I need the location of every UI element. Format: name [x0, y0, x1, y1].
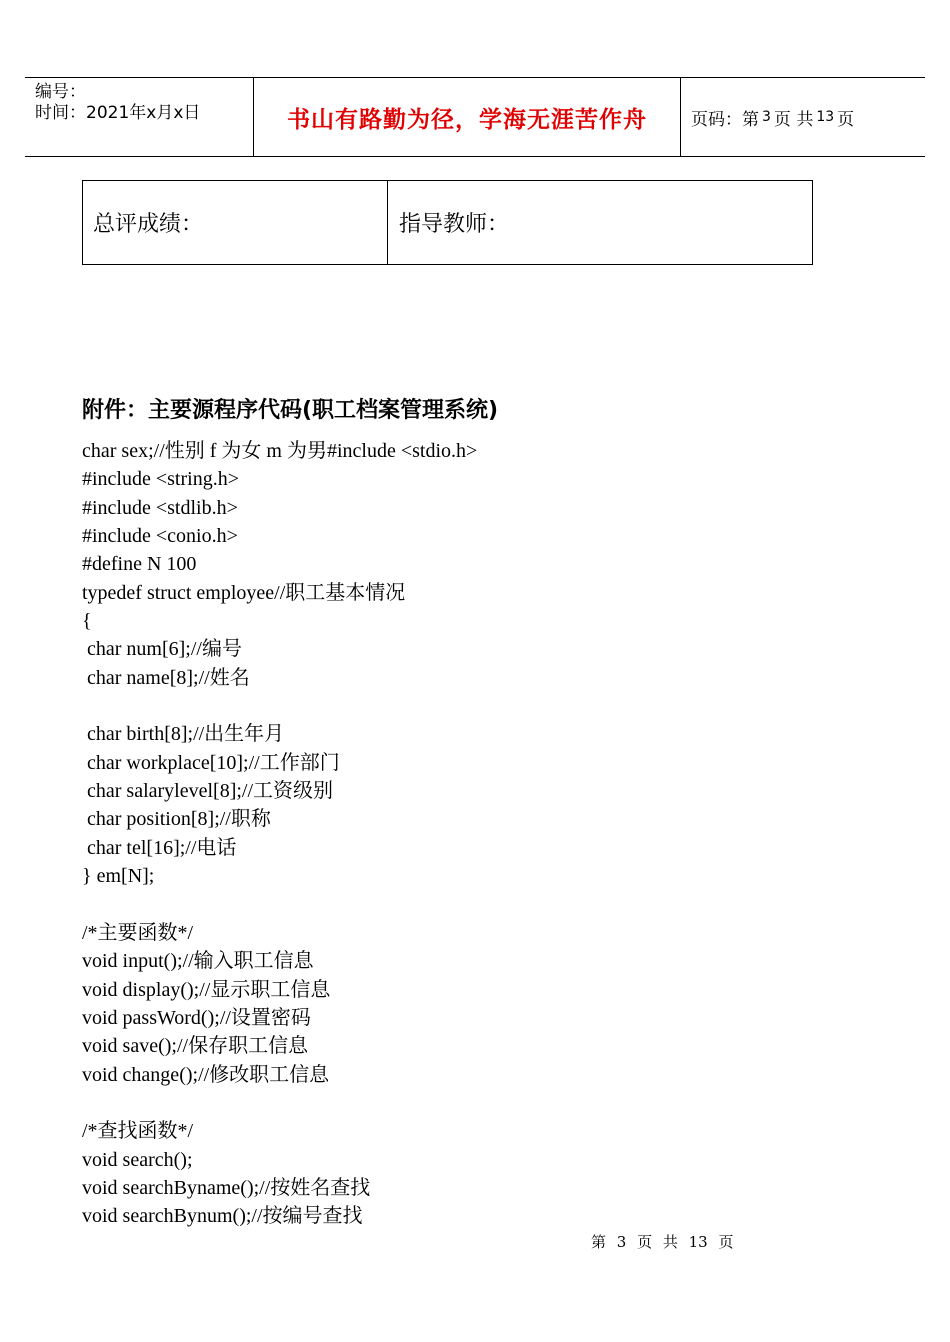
code-line: void passWord();//设置密码 [82, 1006, 311, 1029]
code-line: typedef struct employee//职工基本情况 [82, 581, 406, 604]
code-line: char num[6];//编号 [82, 638, 242, 661]
code-line: #include <string.h> [82, 468, 239, 491]
page-current: 3 [762, 109, 771, 125]
code-line [82, 1089, 842, 1117]
code-line: } em[N]; [82, 865, 155, 888]
code-line: char sex;//性别 f 为女 m 为男#include <stdio.h> [82, 440, 478, 462]
source-code-block [82, 437, 842, 1231]
code-line: void search(); [82, 1148, 193, 1171]
advisor-cell: 指导教师： [399, 212, 510, 237]
code-line: #define N 100 [82, 553, 197, 576]
code-line: char position[8];//职称 [82, 808, 271, 831]
code-line: { [82, 610, 92, 633]
page-mid: 页 共 [773, 109, 814, 130]
code-line: #include <conio.h> [82, 525, 238, 548]
header-motto: 书山有路勤为径，学海无涯苦作舟 [254, 78, 681, 156]
attachment-title: 附件：主要源程序代码(职工档案管理系统) [82, 398, 499, 423]
header-page-number [681, 78, 925, 156]
code-line: void searchByname();//按姓名查找 [82, 1176, 371, 1199]
code-line: char salarylevel[8];//工资级别 [82, 780, 334, 803]
code-line [82, 891, 842, 919]
code-line: void save();//保存职工信息 [82, 1035, 309, 1058]
number-label: 编号： [35, 82, 86, 102]
code-line: void searchBynum();//按编号查找 [82, 1205, 363, 1228]
time-label: 时间：2021年x月x日 [35, 103, 201, 123]
page-header [25, 77, 925, 157]
code-line: void input();//输入职工信息 [82, 950, 314, 973]
code-line: char name[8];//姓名 [82, 666, 250, 689]
page-total: 13 [816, 109, 835, 125]
header-info-cell [25, 78, 254, 156]
page-footer: 第 3 页 共 13 页 [591, 1233, 734, 1251]
code-line: char tel[16];//电话 [82, 836, 237, 859]
code-line [82, 692, 842, 720]
code-line: void display();//显示职工信息 [82, 978, 331, 1001]
page-suffix: 页 [837, 109, 855, 130]
total-score-cell: 总评成绩： [83, 181, 388, 264]
code-line: void change();//修改职工信息 [82, 1063, 330, 1086]
code-line: #include <stdlib.h> [82, 496, 238, 519]
code-line: /*主要函数*/ [82, 921, 194, 944]
code-line: char workplace[10];//工作部门 [82, 751, 340, 774]
code-line: char birth[8];//出生年月 [82, 723, 285, 746]
page-prefix: 页码：第 [691, 109, 759, 130]
grade-table [82, 180, 813, 265]
code-line: /*查找函数*/ [82, 1120, 194, 1143]
